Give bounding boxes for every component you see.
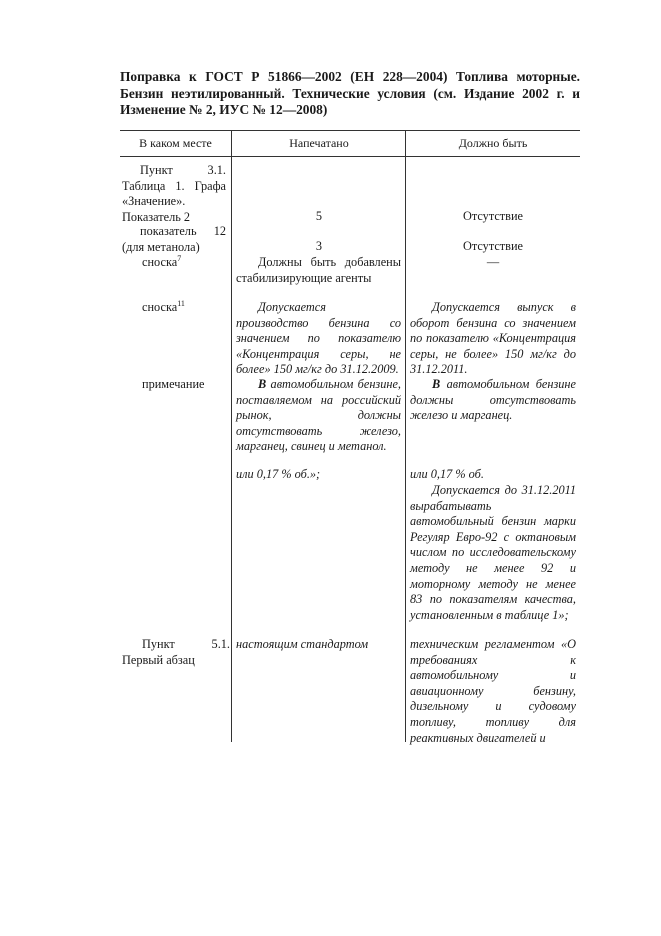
row5-printed-lead: В xyxy=(258,377,267,391)
row6-printed: или 0,17 % об.»; xyxy=(236,467,321,481)
table-top-border xyxy=(120,130,580,131)
row2-should: Отсутствие xyxy=(462,239,524,253)
row5-printed xyxy=(236,377,401,455)
row1-should: Отсутствие xyxy=(462,209,524,223)
row5-should xyxy=(410,377,576,424)
row4-footnote-number: 11 xyxy=(177,298,185,308)
row7-where-b: Первый абзац xyxy=(122,653,195,667)
row3-printed: Должны быть добавлены стабилизирующие агенты xyxy=(236,255,401,285)
row4-should: Допускается выпуск в оборот бензина со значением по показателю «Концентрация серы, не более» 150 мг/кг до 31.12.2011. xyxy=(410,300,576,377)
row7-should: техническим регламентом «О требованиях к автомобильному и авиационному бензину, дизельному и судовому топливу, топливу для реактивных двигателей и xyxy=(410,637,576,745)
row7-where-a: Пункт 5.1. xyxy=(142,637,230,651)
row5-should-lead: В xyxy=(432,377,441,391)
row4-printed: Допускается производство бензина со значением по показателю «Концентрация серы, не более» 150 мг/кг до 31.12.2009. xyxy=(236,300,401,377)
row5-where: примечание xyxy=(142,377,205,391)
row6-should-b: Допускается до 31.12.2011 вырабатывать автомобильный бензин марки Регуляр Евро-92 с октановым числом по исследовательскому методу не менее 92 и моторному методу не менее 83 по показателям качества, установленным в таблице 1»; xyxy=(410,483,576,622)
header-printed: Напечатано xyxy=(289,136,349,150)
row3-where-label: сноска xyxy=(142,255,178,269)
table-header-border xyxy=(120,156,580,157)
row1-printed: 5 xyxy=(315,209,323,223)
row5-should-text: автомобильном бензине должны отсутствовать железо и марганец. xyxy=(410,377,576,423)
row4-where xyxy=(142,300,232,316)
header-should-be: Должно быть xyxy=(458,136,528,150)
row4-where-label: сноска xyxy=(142,300,178,314)
row2-printed: 3 xyxy=(315,239,323,253)
row2-where: показатель 12 (для метанола) xyxy=(122,224,226,254)
document-title: Поправка к ГОСТ Р 51866—2002 (ЕН 228—2004) Топлива моторные. Бензин неэтилированный. Технические условия (см. Издание 2002 г. и Изменение № 2, ИУС № 12—2008) xyxy=(120,69,580,117)
row3-where xyxy=(142,255,232,271)
header-where: В каком месте xyxy=(139,136,212,150)
row5-printed-text: автомобильном бензине, поставляемом на российский рынок, должны отсутствовать железо, марганец, свинец и метанол. xyxy=(236,377,401,454)
row3-footnote-number: 7 xyxy=(177,253,182,263)
row7-printed: настоящим стандартом xyxy=(236,637,369,651)
row6-should-a: или 0,17 % об. xyxy=(410,467,484,481)
row3-should: — xyxy=(486,255,500,269)
row1-where: Пункт 3.1. Таблица 1. Графа «Значение». Показатель 2 xyxy=(122,163,226,224)
